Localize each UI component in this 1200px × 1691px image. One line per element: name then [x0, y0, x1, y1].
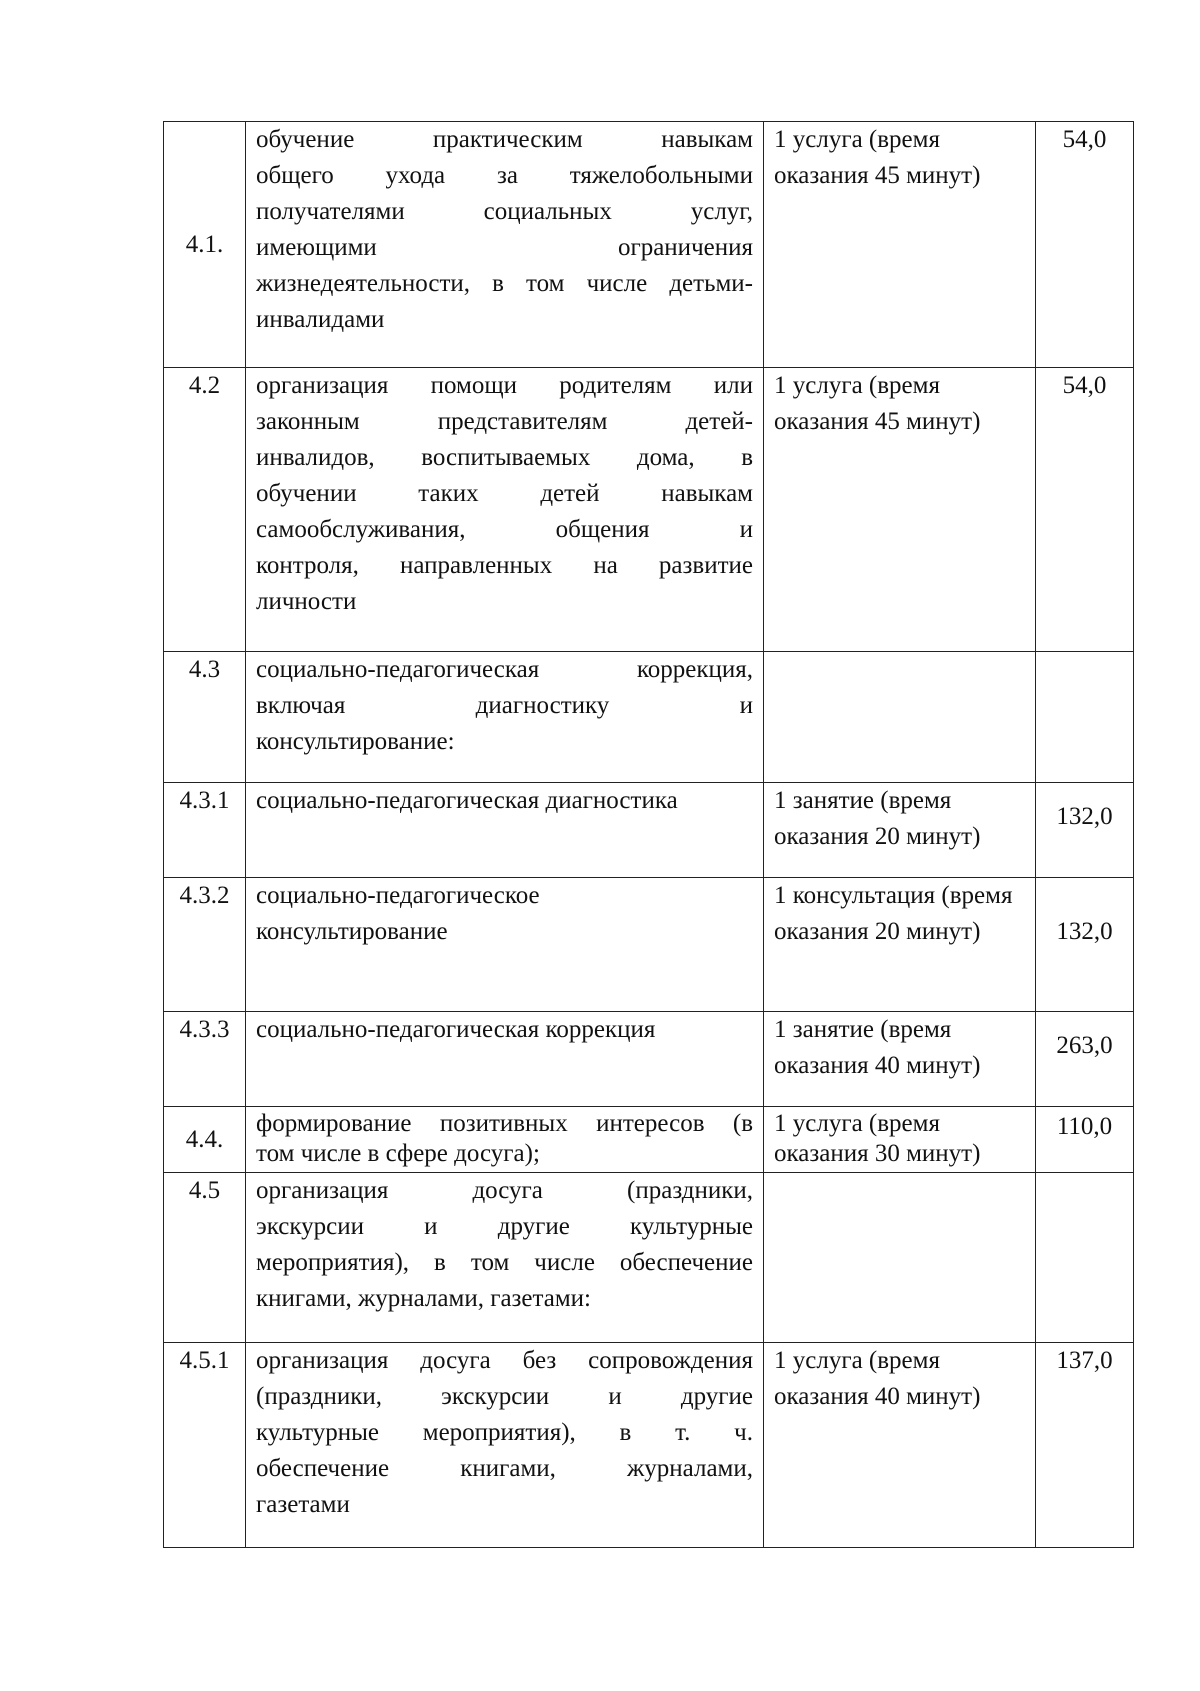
desc-line: имеющими ограничения: [256, 234, 753, 261]
desc-line: организация досуга без сопровождения: [256, 1347, 753, 1374]
services-table: [163, 121, 1134, 1548]
row-number: 4.3.3: [164, 1012, 246, 1107]
row-number: 4.4.: [164, 1107, 246, 1173]
row-number: 4.5: [164, 1173, 246, 1343]
service-unit: [764, 652, 1036, 783]
desc-line: книгами, журналами, газетами:: [256, 1285, 591, 1312]
desc-line: том числе в сфере досуга);: [256, 1140, 540, 1167]
service-price: 54,0: [1036, 368, 1134, 652]
table-row: [164, 1173, 1134, 1343]
table-row: [164, 1343, 1134, 1548]
desc-line: социально-педагогическая коррекция,: [256, 656, 753, 683]
service-description: [246, 1343, 764, 1548]
desc-line: инвалидов, воспитываемых дома, в: [256, 444, 753, 471]
service-unit: 1 услуга (время оказания 30 минут): [764, 1107, 1036, 1173]
desc-line: обучении таких детей навыкам: [256, 480, 753, 507]
row-number: 4.1.: [164, 122, 246, 368]
desc-line: личности: [256, 588, 357, 615]
service-unit: 1 занятие (время оказания 40 минут): [764, 1012, 1036, 1107]
service-unit: 1 занятие (время оказания 20 минут): [764, 783, 1036, 878]
table-row: [164, 878, 1134, 1012]
desc-line: консультирование:: [256, 728, 455, 755]
service-price: 263,0: [1036, 1012, 1134, 1107]
table-row: [164, 122, 1134, 368]
service-price: 54,0: [1036, 122, 1134, 368]
desc-line: экскурсии и другие культурные: [256, 1213, 753, 1240]
desc-line: обеспечение книгами, журналами,: [256, 1455, 753, 1482]
service-price: 137,0: [1036, 1343, 1134, 1548]
desc-line: включая диагностику и: [256, 692, 753, 719]
service-description: [246, 368, 764, 652]
row-number: 4.5.1: [164, 1343, 246, 1548]
desc-line: консультирование: [256, 918, 448, 945]
desc-line: организация досуга (праздники,: [256, 1177, 753, 1204]
row-number: 4.2: [164, 368, 246, 652]
table-row: [164, 783, 1134, 878]
desc-line: получателями социальных услуг,: [256, 198, 753, 225]
service-price: 132,0: [1036, 878, 1134, 1012]
desc-line: законным представителям детей-: [256, 408, 753, 435]
service-description: [246, 1107, 764, 1173]
desc-line: социально-педагогическое: [256, 882, 540, 909]
desc-line: культурные мероприятия), в т. ч.: [256, 1419, 753, 1446]
table-row: [164, 1012, 1134, 1107]
service-description: [246, 122, 764, 368]
desc-line: контроля, направленных на развитие: [256, 552, 753, 579]
service-price: 110,0: [1036, 1107, 1134, 1173]
service-unit: [764, 1173, 1036, 1343]
table-row: [164, 652, 1134, 783]
desc-line: обучение практическим навыкам: [256, 126, 753, 153]
service-description: [246, 878, 764, 1012]
service-price: 132,0: [1036, 783, 1134, 878]
desc-line: мероприятия), в том числе обеспечение: [256, 1249, 753, 1276]
desc-line: инвалидами: [256, 306, 385, 333]
desc-line: (праздники, экскурсии и другие: [256, 1383, 753, 1410]
desc-line: самообслуживания, общения и: [256, 516, 753, 543]
service-price: [1036, 1173, 1134, 1343]
service-unit: 1 консультация (время оказания 20 минут): [764, 878, 1036, 1012]
desc-line: газетами: [256, 1491, 350, 1518]
service-unit: 1 услуга (время оказания 45 минут): [764, 122, 1036, 368]
desc-line: общего ухода за тяжелобольными: [256, 162, 753, 189]
service-unit: 1 услуга (время оказания 45 минут): [764, 368, 1036, 652]
row-number: 4.3.1: [164, 783, 246, 878]
service-price: [1036, 652, 1134, 783]
row-number: 4.3.2: [164, 878, 246, 1012]
desc-line: формирование позитивных интересов (в: [256, 1110, 753, 1137]
service-unit: 1 услуга (время оказания 40 минут): [764, 1343, 1036, 1548]
row-number: 4.3: [164, 652, 246, 783]
table-row: [164, 1107, 1134, 1173]
service-description: [246, 1173, 764, 1343]
service-description: [246, 1012, 764, 1107]
desc-line: организация помощи родителям или: [256, 372, 753, 399]
service-description: [246, 652, 764, 783]
desc-line: социально-педагогическая диагностика: [256, 787, 678, 814]
service-description: [246, 783, 764, 878]
table-row: [164, 368, 1134, 652]
desc-line: жизнедеятельности, в том числе детьми-: [256, 270, 753, 297]
desc-line: социально-педагогическая коррекция: [256, 1016, 656, 1043]
